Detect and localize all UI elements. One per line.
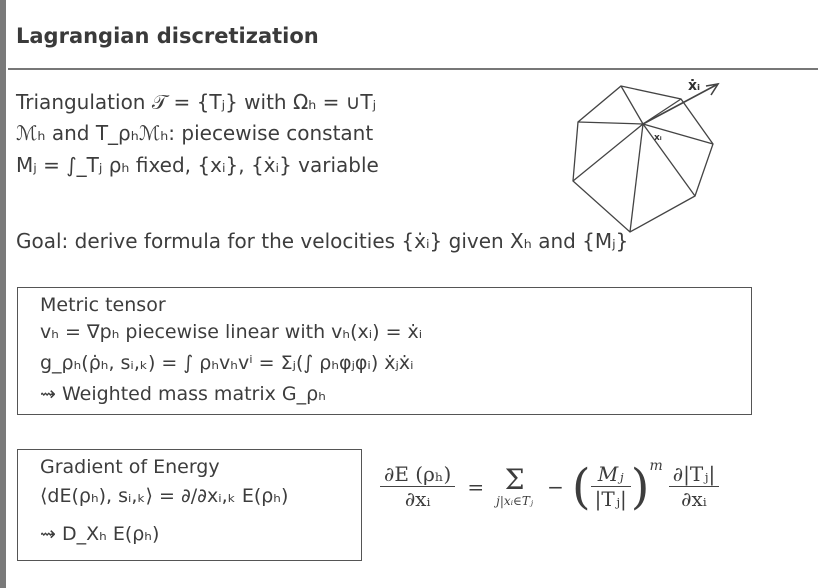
gradient-energy-title: Gradient of Energy: [40, 456, 220, 478]
point-label: xᵢ: [654, 133, 662, 143]
mass-fraction: [591, 462, 631, 511]
goal-line: Goal: derive formula for the velocities {ẋᵢ} given Xₕ and {Mⱼ}: [16, 229, 629, 253]
gradient-line-2: ⇝ D_Xₕ E(ρₕ): [40, 523, 160, 545]
metric-line-3: ⇝ Weighted mass matrix G_ρₕ: [40, 383, 326, 405]
lhs-fraction: [380, 462, 455, 511]
sum-subscript: j|xᵢ∈Tⱼ: [496, 493, 534, 508]
sum-operator: [496, 462, 534, 508]
edge-1: [621, 86, 643, 124]
left-paren: (: [571, 458, 591, 515]
sum-symbol: Σ: [504, 462, 525, 496]
metric-line-2: g_ρₕ(ρ̇ₕ, sᵢ,ₖ) = ∫ ρₕvₕvⁱ = Σⱼ(∫ ρₕφⱼφᵢ) ẋⱼẋᵢ: [40, 352, 414, 374]
edge-6: [573, 124, 643, 181]
minus-sign: −: [547, 474, 564, 499]
lhs-numerator: ∂E (ρₕ): [380, 462, 455, 487]
edge-5: [630, 124, 643, 232]
right-paren: ): [630, 458, 650, 515]
mass-numerator: Mⱼ: [591, 462, 631, 487]
page-title: Lagrangian discretization: [16, 24, 319, 48]
edge-7: [578, 122, 643, 124]
metric-line-1: vₕ = ∇pₕ piecewise linear with vₕ(xᵢ) = ẋᵢ: [40, 321, 423, 343]
mass-line: Mⱼ = ∫_Tⱼ ρₕ fixed, {xᵢ}, {ẋᵢ} variable: [16, 153, 379, 177]
piecewise-line: ℳₕ and T_ρₕℳₕ: piecewise constant: [16, 121, 374, 145]
triangulation-line: Triangulation 𝒯 = {Tⱼ} with Ωₕ = ∪Tⱼ: [16, 90, 377, 114]
left-edge-bar: [0, 0, 6, 588]
equals-sign: =: [467, 474, 485, 499]
energy-gradient-formula: [380, 458, 719, 515]
lhs-denominator: ∂xᵢ: [404, 487, 431, 511]
triangulation-diagram: [560, 62, 730, 252]
velocity-arrow: [643, 84, 718, 124]
mass-denominator: |Tⱼ|: [594, 487, 627, 511]
exponent: m: [649, 458, 663, 474]
metric-tensor-title: Metric tensor: [40, 294, 166, 316]
outer-polygon: [573, 86, 713, 232]
rhs-fraction: [669, 462, 719, 511]
rhs-numerator: ∂|Tⱼ|: [669, 462, 719, 487]
velocity-label: ẋᵢ: [688, 78, 701, 94]
edge-4: [643, 124, 695, 196]
gradient-line-1: ⟨dE(ρₕ), sᵢ,ₖ⟩ = ∂/∂xᵢ,ₖ E(ρₕ): [40, 485, 289, 507]
rhs-denominator: ∂xᵢ: [681, 487, 707, 511]
